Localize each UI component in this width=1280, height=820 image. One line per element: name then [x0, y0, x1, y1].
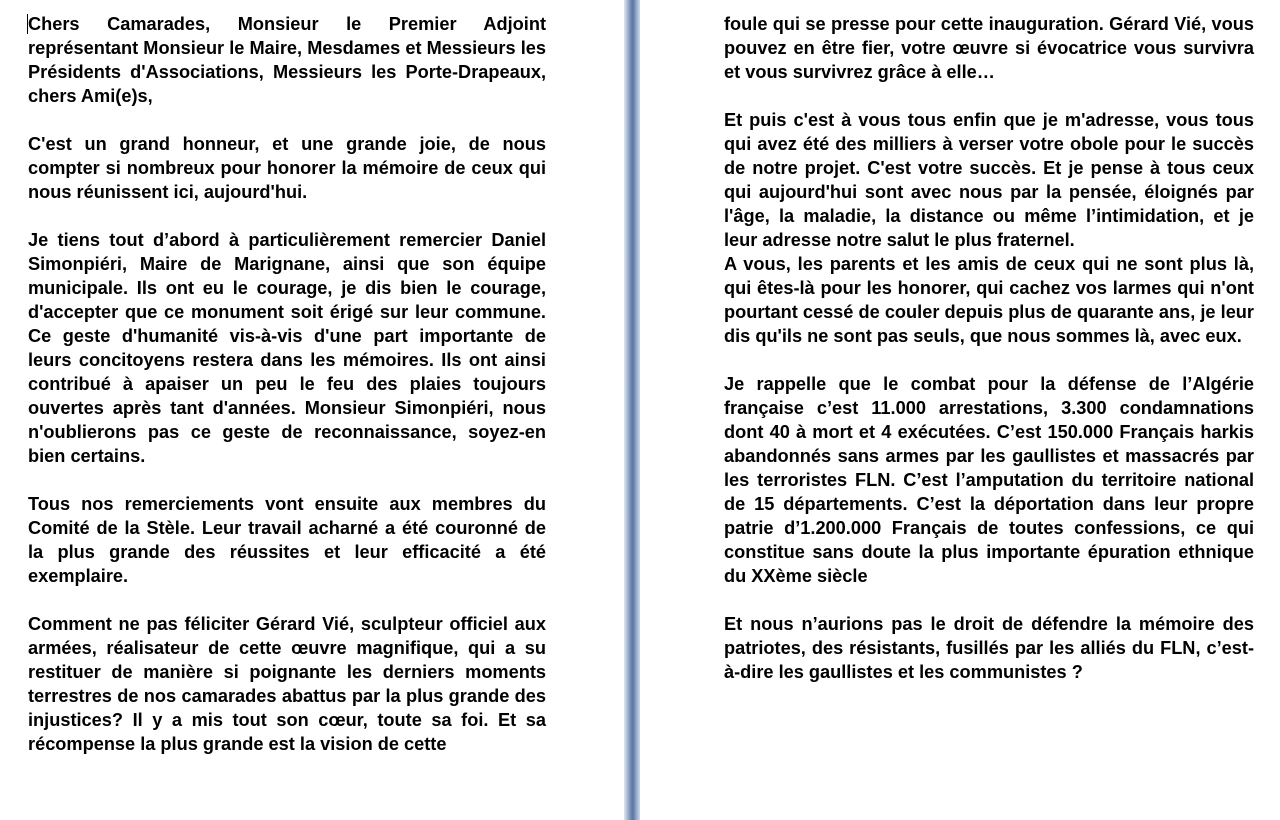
paragraph-algerie-francaise: Je rappelle que le combat pour la défense de l’Algérie française c’est 11.000 arrestations, 3.300 condamnations dont 40 à mort et 4 exécutées. C’est 150.000 Français harkis abandonnés sans armes par les gaullistes et massacrés par les terroristes FLN. C’est l’amputation du territoire national de 15 départements. C’est la déportation dans leur propre patrie d’1.200.000 Français de toutes confessions, ce qui constitue sans doute la plus importante épuration ethnique du XXème siècle	[724, 374, 1254, 586]
page-divider	[624, 0, 640, 820]
document-page-left[interactable]	[0, 0, 624, 820]
paragraph-salutation: Chers Camarades, Monsieur le Premier Adjoint représentant Monsieur le Maire, Mesdames et Messieurs les Présidents d'Associations, Messieurs les Porte-Drapeaux, chers Ami(e)s,	[28, 14, 546, 106]
document-page-right[interactable]	[640, 0, 1280, 820]
paragraph-sculpteur: Comment ne pas féliciter Gérard Vié, sculpteur officiel aux armées, réalisateur de cette œuvre magnifique, qui a su restituer de manière si poignante les derniers moments terrestres de nos camarades abattus par la plus grande des injustices? Il y a mis tout son cœur, toute sa foi. Et sa récompense la plus grande est la vision de cette	[28, 614, 546, 754]
paragraph-inauguration: foule qui se presse pour cette inauguration. Gérard Vié, vous pouvez en être fier, votre œuvre si évocatrice vous survivra et vous survivrez grâce à elle…	[724, 14, 1254, 82]
paragraph-remerciement-maire: Je tiens tout d’abord à particulièrement remercier Daniel Simonpiéri, Maire de Marignane, ainsi que son équipe municipale. Ils ont eu le courage, je dis bien le courage, d'accepter que ce monument soit érigé sur leur commune. Ce geste d'humanité vis-à-vis d'une part importante de leurs concitoyens restera dans les mémoires. Ils ont ainsi contribué à apaiser un peu le feu des plaies toujours ouvertes après tant d'années. Monsieur Simonpiéri, nous n'oublierons pas ce geste de reconnaissance, soyez-en bien certains.	[28, 230, 546, 466]
paragraph-familles: A vous, les parents et les amis de ceux qui ne sont plus là, qui êtes-là pour les honorer, qui cachez vos larmes qui n'ont pourtant cessé de couler depuis plus de quarante ans, je leur dis qu'ils ne sont pas seuls, que nous sommes là, avec eux.	[724, 254, 1254, 346]
left-text-column	[28, 12, 546, 756]
paragraph-honneur: C'est un grand honneur, et une grande joie, de nous compter si nombreux pour honorer la mémoire de ceux qui nous réunissent ici, aujourd'hui.	[28, 134, 546, 202]
paragraph-donateurs: Et puis c'est à vous tous enfin que je m'adresse, vous tous qui avez été des milliers à verser votre obole pour le succès de notre projet. C'est votre succès. Et je pense à tous ceux qui aujourd'hui sont avec nous par la pensée, éloignés par l'âge, la maladie, la distance ou même l’intimidation, et je leur adresse notre salut le plus fraternel.	[724, 110, 1254, 250]
paragraph-comite-stele: Tous nos remerciements vont ensuite aux membres du Comité de la Stèle. Leur travail acharné a été couronné de la plus grande des réussites et leur efficacité a été exemplaire.	[28, 494, 546, 586]
paragraph-conclusion: Et nous n’aurions pas le droit de défendre la mémoire des patriotes, des résistants, fusillés par les alliés du FLN, c’est-à-dire les gaullistes et les communistes ?	[724, 614, 1254, 682]
right-text-column	[724, 12, 1254, 684]
